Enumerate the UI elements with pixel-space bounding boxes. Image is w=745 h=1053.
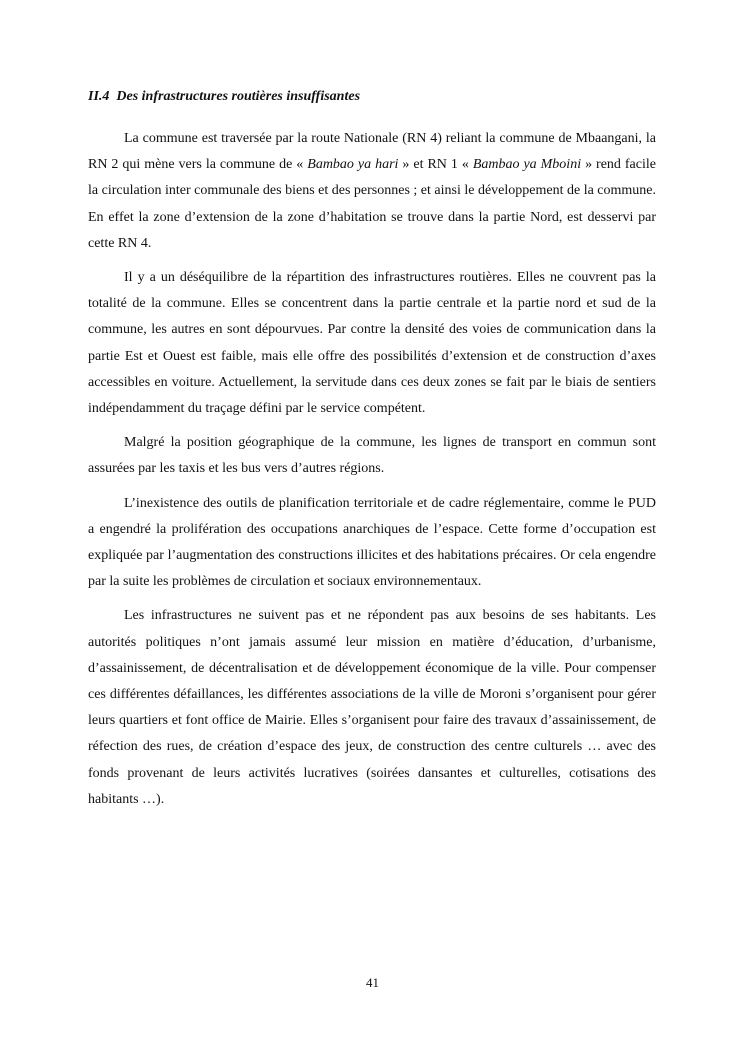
- section-heading: II.4 Des infrastructures routières insuffisantes: [88, 89, 361, 104]
- paragraph: [88, 126, 656, 257]
- paragraph: [88, 430, 656, 482]
- italic-text: Bambao ya hari: [307, 157, 399, 173]
- text-run: La commune est traversée par la route Nationale (RN 4) reliant la commune de Mbaangani, la RN 2 qui mène vers la commune de «: [88, 131, 656, 173]
- italic-text: Bambao ya Mboini: [472, 157, 582, 173]
- text-run: » et RN 1 «: [398, 157, 473, 173]
- body-text: [88, 126, 656, 821]
- paragraph: [88, 603, 656, 813]
- text-run: L’inexistence des outils de planification territoriale et de cadre réglementaire, comme le PUD a engendré la prolifération des occupations anarchiques de l’espace. Cette forme d’occupation est expliquée par l’augmentation des constructions illicites et des habitations précaires. Or cela engendre par la suite les problèmes de circulation et sociaux environnementaux.: [88, 495, 656, 590]
- text-run: Malgré la position géographique de la commune, les lignes de transport en commun sont assurées par les taxis et les bus vers d’autres régions.: [88, 435, 656, 477]
- paragraph: [88, 265, 656, 422]
- paragraph: [88, 491, 656, 596]
- text-run: Les infrastructures ne suivent pas et ne répondent pas aux besoins de ses habitants. Les autorités politiques n’ont jamais assumé leur mission en matière d’éducation, d’urbanisme, d’assainissement, de décentralisation et de développement économique de la ville. Pour compenser ces différentes défaillances, les différentes associations de la ville de Moroni s’organisent pour gérer leurs quartiers et font office de Mairie. Elles s’organisent pour faire des travaux d’assainissement, de réfection des rues, de création d’espace des jeux, de construction des centre culturels … avec des fonds provenant de leurs activités lucratives (soirées dansantes et culturelles, cotisations des habitants …).: [88, 608, 656, 807]
- page-number: 41: [366, 975, 379, 990]
- text-run: » rend facile la circulation inter communale des biens et des personnes ; et ainsi le développement de la commune. En effet la zone d’extension de la zone d’habitation se trouve dans la partie Nord, est desservi par cette RN 4.: [88, 157, 656, 251]
- text-run: Il y a un déséquilibre de la répartition des infrastructures routières. Elles ne couvrent pas la totalité de la commune. Elles se concentrent dans la partie centrale et la partie nord et sud de la commune, les autres en sont dépourvues. Par contre la densité des voies de communication dans la partie Est et Ouest est faible, mais elle offre des possibilités d’extension et de construction d’axes accessibles en voiture. Actuellement, la servitude dans ces deux zones se fait par le biais de sentiers indépendamment du traçage défini par le service compétent.: [88, 270, 656, 417]
